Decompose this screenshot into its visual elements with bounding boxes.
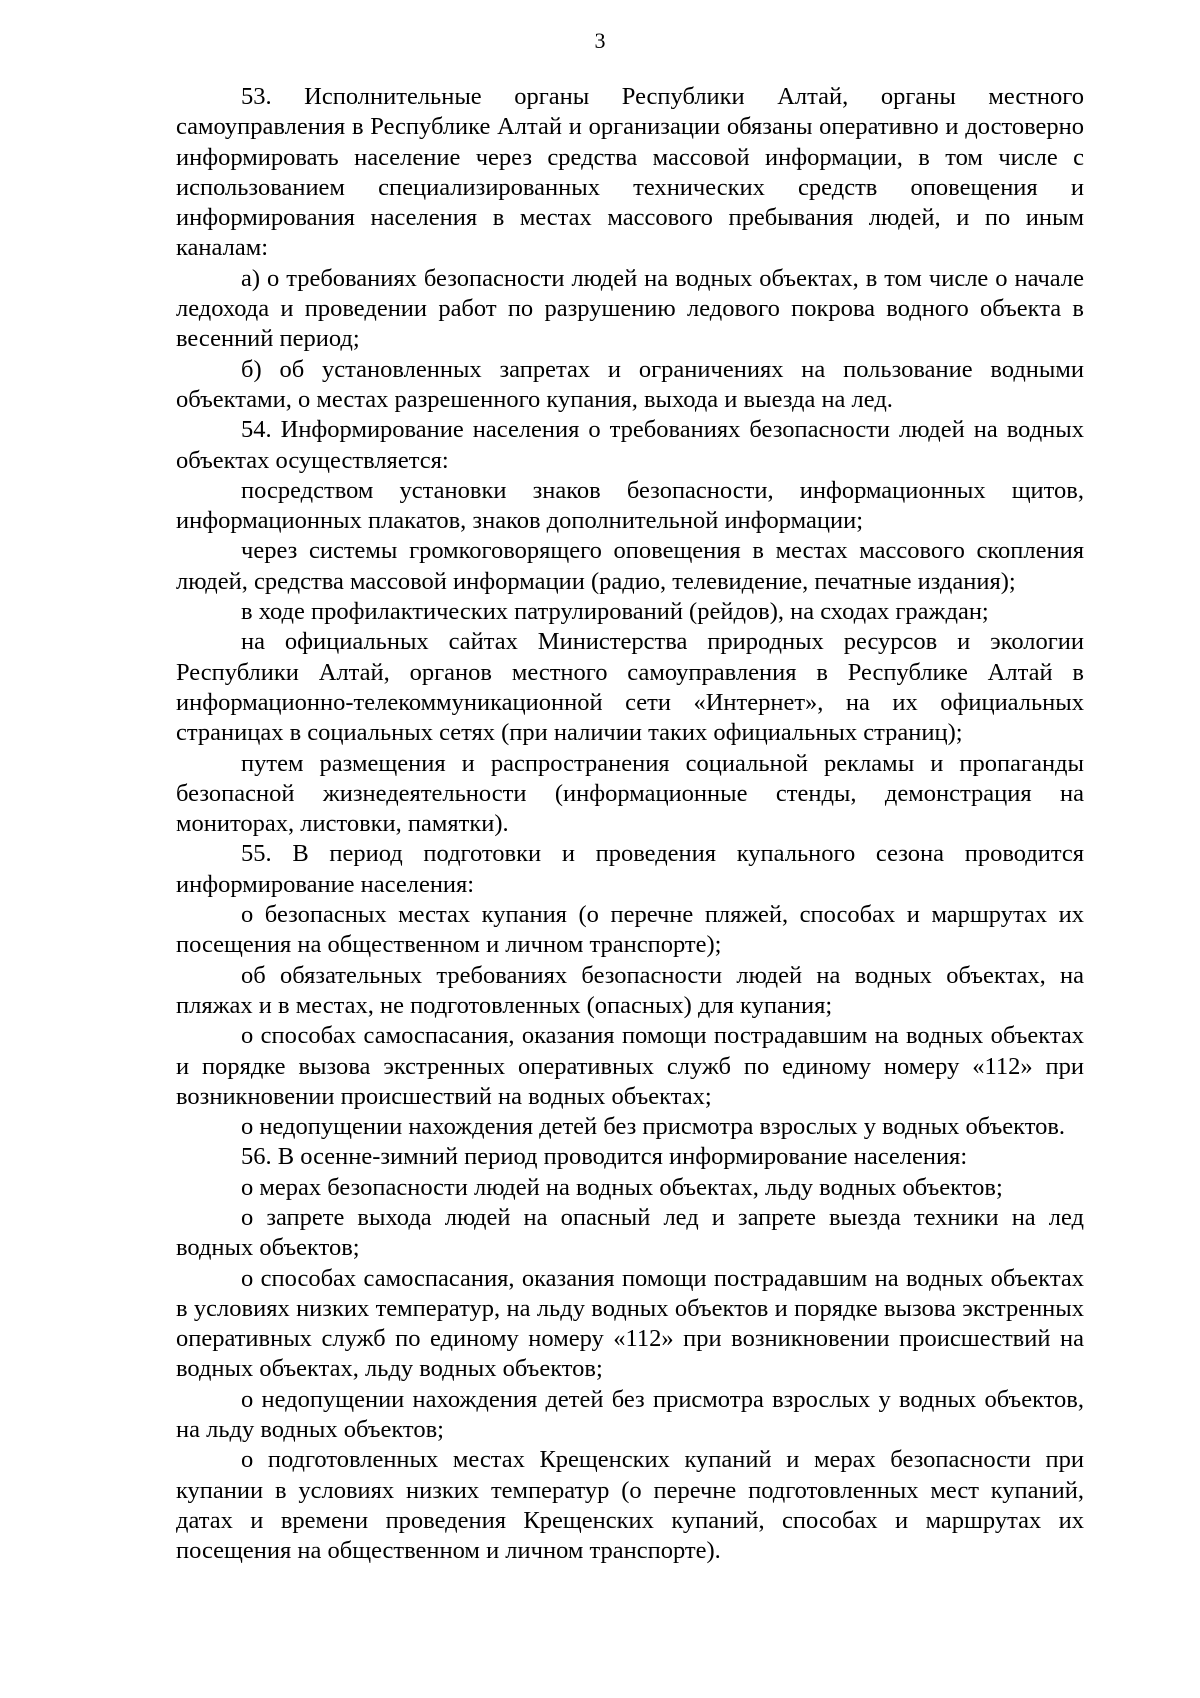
paragraph-55: 55. В период подготовки и проведения купального сезона проводится информирование населения:	[176, 840, 1084, 898]
paragraph-53-a: а) о требованиях безопасности людей на водных объектах, в том числе о начале ледохода и проведении работ по разрушению ледового покрова водного объекта в весенний период;	[176, 264, 1084, 353]
paragraph-56-item: о мерах безопасности людей на водных объектах, льду водных объектов;	[241, 1173, 1003, 1201]
paragraph-56-item: о запрете выхода людей на опасный лед и запрете выезда техники на лед водных объектов;	[176, 1203, 1084, 1262]
paragraph-55-item: о способах самоспасания, оказания помощи пострадавшим на водных объектах и порядке вызова экстренных оперативных служб по единому номеру «112» при возникновении происшествий на водных объектах;	[176, 1022, 1084, 1110]
paragraph-56: 56. В осенне-зимний период проводится информирование населения:	[241, 1143, 968, 1171]
paragraph-55-item: о недопущении нахождения детей без присмотра взрослых у водных объектов.	[241, 1113, 1066, 1141]
paragraph-56-item: о подготовленных местах Крещенских купаний и мерах безопасности при купании в условиях низких температур (о перечне подготовленных мест купаний, датах и времени проведения Крещенских купаний, способах и маршрутах их посещения на общественном и личном транспорте).	[176, 1446, 1084, 1565]
paragraph-54-item: в ходе профилактических патрулирований (рейдов), на сходах граждан;	[241, 598, 989, 626]
page-number: 3	[594, 28, 606, 53]
paragraph-56-item: о способах самоспасания, оказания помощи пострадавшим на водных объектах в условиях низких температур, на льду водных объектов и порядке вызова экстренных оперативных служб по единому номеру «112» при возникновении происшествий на водных объектах, льду водных объектов;	[176, 1264, 1084, 1383]
document-body	[176, 82, 1084, 1567]
paragraph-54-item: посредством установки знаков безопасности, информационных щитов, информационных плакатов, знаков дополнительной информации;	[176, 476, 1084, 535]
paragraph-55-item: о безопасных местах купания (о перечне пляжей, способах и маршрутах их посещения на общественном и личном транспорте);	[176, 901, 1084, 959]
paragraph-53-b: б) об установленных запретах и ограничениях на пользование водными объектами, о местах разрешенного купания, выхода и выезда на лед.	[176, 355, 1084, 413]
paragraph-53: 53. Исполнительные органы Республики Алтай, органы местного самоуправления в Республике Алтай и организации обязаны оперативно и достоверно информировать население через средства массовой информации, в том числе с использованием специализированных технических средств оповещения и информирования населения в местах массового пребывания людей, и по иным каналам:	[176, 83, 1084, 262]
paragraph-54: 54. Информирование населения о требованиях безопасности людей на водных объектах осуществляется:	[176, 416, 1084, 474]
paragraph-55-item: об обязательных требованиях безопасности людей на водных объектах, на пляжах и в местах, не подготовленных (опасных) для купания;	[176, 961, 1084, 1019]
paragraph-54-item: путем размещения и распространения социальной рекламы и пропаганды безопасной жизнедеятельности (информационные стенды, демонстрация на мониторах, листовки, памятки).	[176, 749, 1084, 838]
paragraph-54-item: на официальных сайтах Министерства природных ресурсов и экологии Республики Алтай, органов местного самоуправления в Республике Алтай в информационно-телекоммуникационной сети «Интернет», на их официальных страницах в социальных сетях (при наличии таких официальных страниц);	[176, 628, 1084, 747]
paragraph-56-item: о недопущении нахождения детей без присмотра взрослых у водных объектов, на льду водных объектов;	[176, 1385, 1084, 1444]
paragraph-54-item: через системы громкоговорящего оповещения в местах массового скопления людей, средства массовой информации (радио, телевидение, печатные издания);	[176, 537, 1084, 595]
